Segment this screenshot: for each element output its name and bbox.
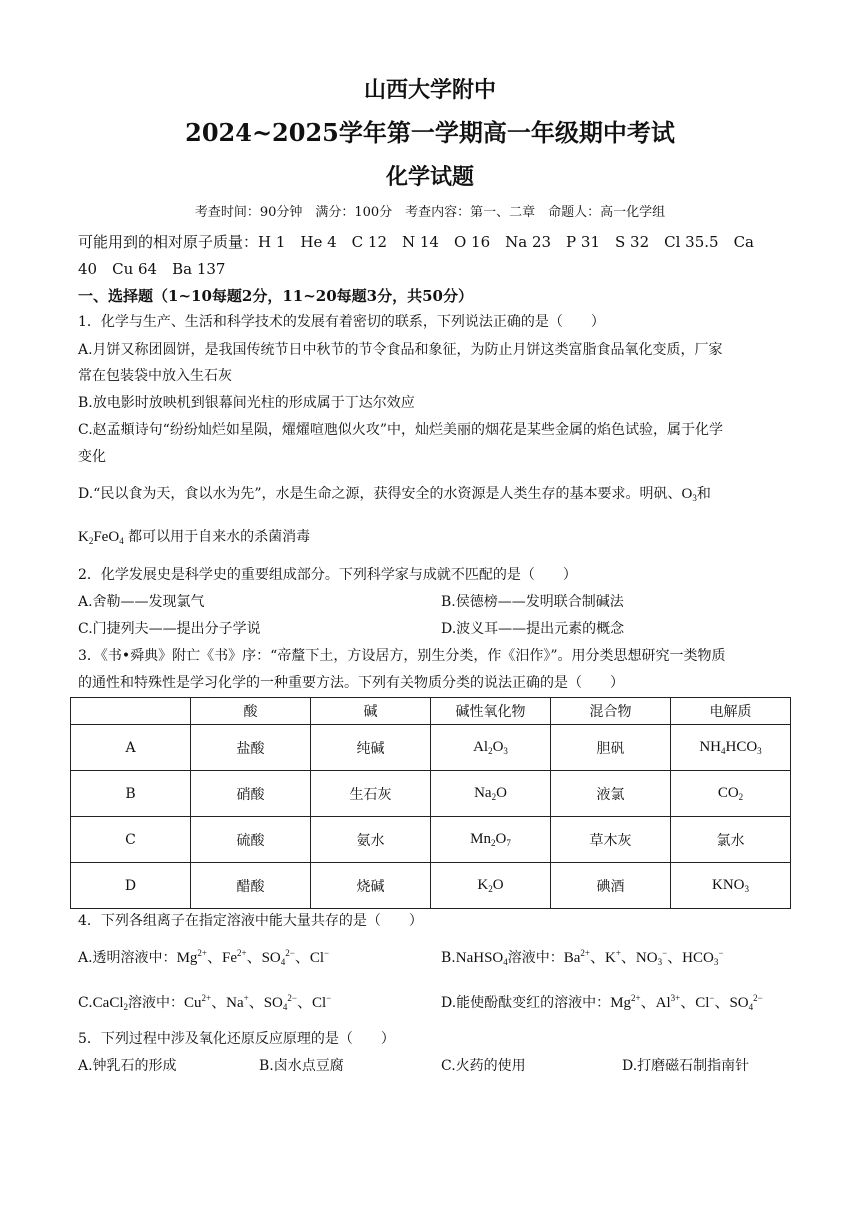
- section-heading: 一、选择题（1~10每题2分，11~20每题3分，共50分）: [78, 287, 473, 305]
- atomic-mass-line-2: 40 Cu 64 Ba 137: [78, 260, 226, 278]
- header-cell-acid: 酸: [191, 698, 311, 725]
- acid-cell: 醋酸: [191, 863, 311, 909]
- table-header-row: [71, 698, 791, 725]
- q3-stem-line1: 3．《书•舜典》附亡《书》序：“帝釐下土，方设居方，别生分类，作《汨作》”。用分类思想研究一类物质: [78, 648, 726, 664]
- q1-option-d-line2: [78, 527, 310, 547]
- classification-table: [70, 697, 791, 909]
- q5-option-b: B.卤水点豆腐: [259, 1058, 344, 1074]
- q5-stem: 5．下列过程中涉及氧化还原反应原理的是（ ）: [78, 1031, 395, 1047]
- basic-oxide-cell: $K_2O$: [431, 863, 551, 909]
- q4-option-b: B.NaHSO$_4$溶液中：$Ba^{2+}$、K+、$NO_3^-$、$HCO_3^-$: [441, 948, 724, 967]
- basic-oxide-cell: $Al_2O_3$: [431, 725, 551, 771]
- base-cell: 氨水: [311, 817, 431, 863]
- q1-d-and: 和: [696, 486, 711, 502]
- row-label: A: [71, 725, 191, 771]
- q1-option-a-line1: A.月饼又称团圆饼，是我国传统节日中秋节的节令食品和象征，为防止月饼这类富脂食品氧化变质，厂家: [78, 342, 723, 358]
- row-label: B: [71, 771, 191, 817]
- q5-option-d: D.打磨磁石制指南针: [622, 1058, 750, 1074]
- q1-option-b: B.放电影时放映机到银幕间光柱的形成属于丁达尔效应: [78, 395, 415, 411]
- q1-stem: 1．化学与生产、生活和科学技术的发展有着密切的联系，下列说法正确的是（ ）: [78, 314, 605, 330]
- q1-option-d-line1: [78, 484, 711, 504]
- mixture-cell: 草木灰: [551, 817, 671, 863]
- school-name: 山西大学附中: [363, 77, 496, 103]
- ozone-formula: $O_3$: [681, 486, 697, 503]
- mixture-cell: 碘酒: [551, 863, 671, 909]
- q5-option-c: C.火药的使用: [441, 1058, 526, 1074]
- q2-option-d: D.波义耳——提出元素的概念: [441, 621, 625, 637]
- exam-meta: 考查时间：90分钟 满分：100分 考查内容：第一、二章 命题人：高一化学组: [194, 205, 666, 220]
- q1-option-a-line2: 常在包装袋中放入生石灰: [78, 368, 232, 384]
- acid-cell: 盐酸: [191, 725, 311, 771]
- electrolyte-cell: $NH_4HCO_3$: [671, 725, 791, 771]
- basic-oxide-cell: $Na_2O$: [431, 771, 551, 817]
- mixture-cell: 胆矾: [551, 725, 671, 771]
- row-label: C: [71, 817, 191, 863]
- q2-option-a: A.舍勒——发现氯气: [78, 594, 205, 610]
- q4-option-d: D.能使酚酞变红的溶液中：$Mg^{2+}$、$Al^{3+}$、Cl−、$SO_4^{2-}$: [441, 993, 763, 1012]
- atomic-mass-line-1: 可能用到的相对原子质量：H 1 He 4 C 12 N 14 O 16 Na 23 P 31 S 32 Cl 35.5 Ca: [78, 233, 754, 251]
- q1-d-tail: 都可以用于自来水的杀菌消毒: [128, 529, 311, 545]
- table-row: [71, 725, 791, 771]
- acid-cell: 硫酸: [191, 817, 311, 863]
- q1-option-c-line2: 变化: [78, 449, 106, 465]
- electrolyte-cell: 氯水: [671, 817, 791, 863]
- q2-stem: 2．化学发展史是科学史的重要组成部分。下列科学家与成就不匹配的是（ ）: [78, 567, 577, 583]
- table-row: [71, 817, 791, 863]
- header-cell-electrolyte: 电解质: [671, 698, 791, 725]
- base-cell: 生石灰: [311, 771, 431, 817]
- acid-cell: 硝酸: [191, 771, 311, 817]
- table-row: [71, 863, 791, 909]
- subject-title: 化学试题: [385, 164, 474, 190]
- q4-option-c: C.CaCl$_2$溶液中：$Cu^{2+}$、Na+、$SO_4^{2-}$、Cl−: [78, 993, 332, 1012]
- q4-option-a: A.透明溶液中：$Mg^{2+}$、$Fe^{2+}$、$SO_4^{2-}$、Cl−: [78, 948, 330, 967]
- base-cell: 烧碱: [311, 863, 431, 909]
- q1-option-c-line1: C.赵孟頫诗句“纷纷灿烂如星陨，燿燿喧虺似火攻”中，灿烂美丽的烟花是某些金属的焰色试验，属于化学: [78, 422, 723, 438]
- table-row: [71, 771, 791, 817]
- row-label: D: [71, 863, 191, 909]
- q5-option-a: A.钟乳石的形成: [78, 1058, 177, 1074]
- mixture-cell: 液氯: [551, 771, 671, 817]
- q1-d-text: D.“民以食为天，食以水为先”，水是生命之源，获得安全的水资源是人类生存的基本要求。明矾、: [78, 486, 682, 502]
- potassium-ferrate-formula: $K_2FeO_4$: [78, 529, 124, 546]
- header-cell-base: 碱: [311, 698, 431, 725]
- header-cell-basic-oxide: 碱性氧化物: [431, 698, 551, 725]
- electrolyte-cell: $KNO_3$: [671, 863, 791, 909]
- exam-title: 2024~2025学年第一学期高一年级期中考试: [185, 118, 675, 147]
- q2-option-b: B.侯德榜——发明联合制碱法: [441, 594, 624, 610]
- electrolyte-cell: $CO_2$: [671, 771, 791, 817]
- header-cell-mixture: 混合物: [551, 698, 671, 725]
- q4-stem: 4．下列各组离子在指定溶液中能大量共存的是（ ）: [78, 913, 423, 929]
- q2-option-c: C.门捷列夫——提出分子学说: [78, 621, 261, 637]
- header-cell-empty: [71, 698, 191, 725]
- basic-oxide-cell: $Mn_2O_7$: [431, 817, 551, 863]
- base-cell: 纯碱: [311, 725, 431, 771]
- q3-stem-line2: 的通性和特殊性是学习化学的一种重要方法。下列有关物质分类的说法正确的是（ ）: [78, 675, 624, 691]
